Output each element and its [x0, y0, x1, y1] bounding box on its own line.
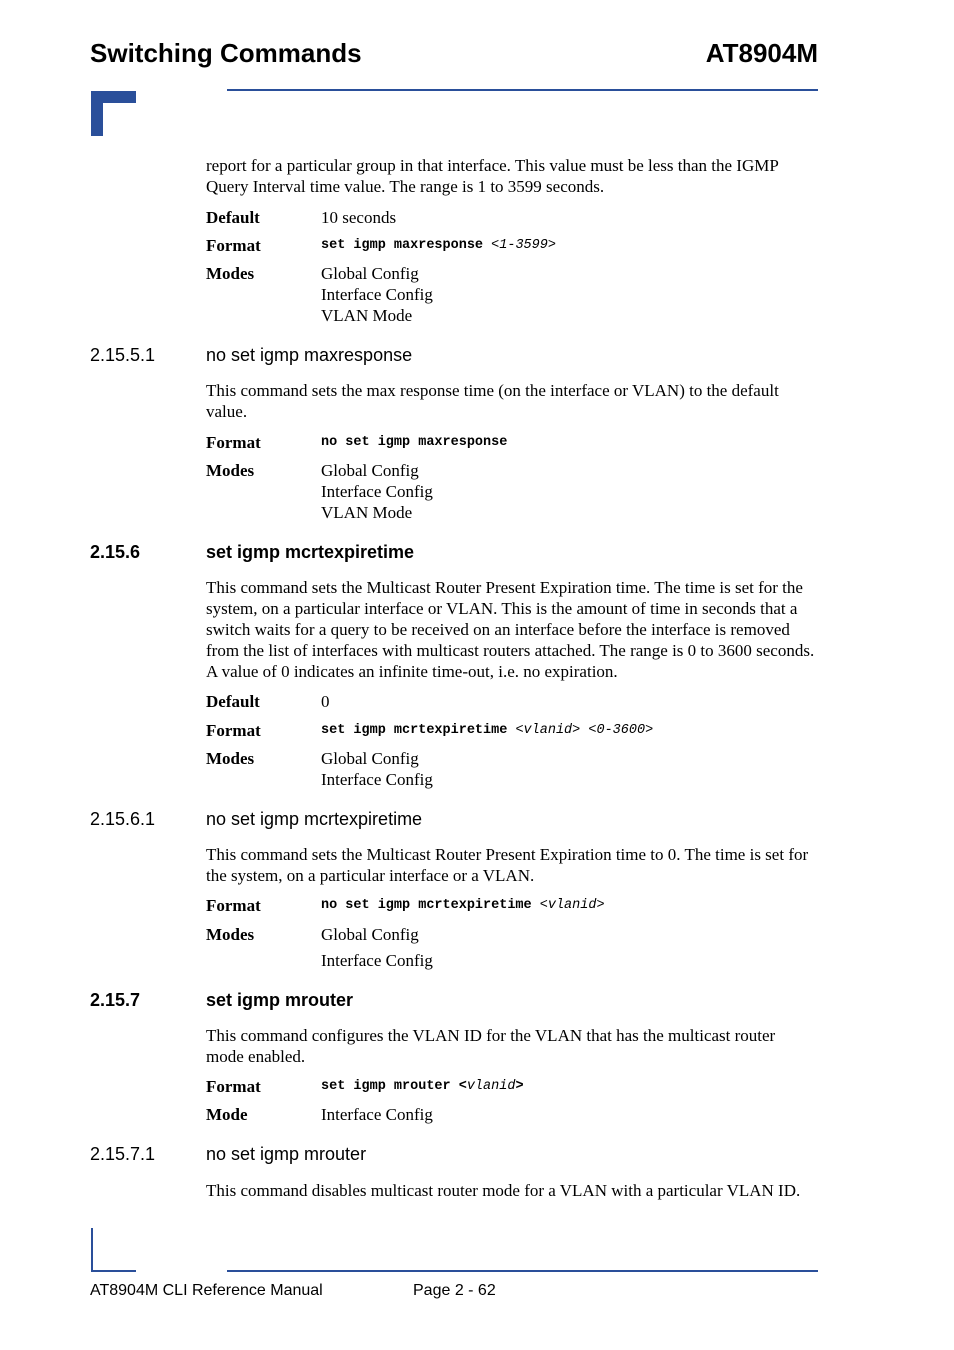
header-rule — [227, 89, 818, 91]
mode-item: Interface Config — [321, 482, 433, 501]
section-paragraph: This command sets the Multicast Router Present Expiration time to 0. The time is set for the system, on a particular interface or a VLAN. — [206, 845, 809, 885]
section-number: 2.15.7 — [90, 990, 141, 1010]
section-number: 2.15.7.1 — [90, 1144, 156, 1164]
mode-item: Global Config — [321, 749, 419, 768]
mode-item: Global Config — [321, 461, 419, 480]
modes-label: Modes — [206, 461, 255, 480]
corner-mark-bottom-horizontal — [91, 1270, 136, 1272]
format-label: Format — [206, 721, 261, 740]
section-title: set igmp mrouter — [206, 990, 354, 1010]
modes-label: Modes — [206, 264, 255, 283]
corner-mark-top-vertical — [91, 91, 103, 136]
mode-item: VLAN Mode — [321, 306, 413, 325]
header-left-title: Switching Commands — [90, 38, 362, 68]
mode-item: Interface Config — [321, 285, 433, 304]
modes-label: Modes — [206, 749, 255, 768]
format-label: Format — [206, 236, 261, 255]
section-title: no set igmp maxresponse — [206, 345, 413, 365]
section-paragraph: This command disables multicast router mode for a VLAN with a particular VLAN ID. — [206, 1181, 801, 1200]
intro-paragraph: report for a particular group in that interface. This value must be less than the IGMP Query Interval time value. The range is 1 to 3599 seconds. — [206, 156, 779, 196]
section-paragraph: This command sets the max response time (on the interface or VLAN) to the default value. — [206, 381, 779, 421]
section-paragraph: This command configures the VLAN ID for the VLAN that has the multicast router mode enabled. — [206, 1026, 776, 1066]
format-argument: <1-3599> — [491, 238, 556, 253]
section-number: 2.15.6.1 — [90, 809, 156, 829]
section-title: no set igmp mrouter — [206, 1144, 367, 1164]
section-number: 2.15.5.1 — [90, 345, 156, 365]
format-command: set igmp mrouter <vlanid> — [321, 1079, 524, 1094]
corner-mark-bottom-vertical — [91, 1228, 93, 1272]
section-title: no set igmp mcrtexpiretime — [206, 809, 423, 829]
mode-item: Interface Config — [321, 770, 433, 789]
default-value: 0 — [321, 692, 330, 711]
format-command: no set igmp maxresponse — [321, 435, 508, 450]
format-command: set igmp maxresponse <1-3599> — [321, 238, 556, 253]
modes-label: Modes — [206, 925, 255, 944]
section-paragraph: This command sets the Multicast Router Present Expiration time. The time is set for the system, on a particular interface or VLAN. This is the amount of time in seconds that a switch waits for a query to be received on an interface before the interface is removed from the list of interfaces with multicast routers attached. The range is 0 to 3600 seconds. A value of 0 indicates an infinite time-out, i.e. no expiration. — [206, 578, 815, 681]
format-label: Format — [206, 433, 261, 452]
section-title: set igmp mcrtexpiretime — [206, 542, 415, 562]
default-label: Default — [206, 208, 260, 227]
mode-item: Global Config — [321, 264, 419, 283]
format-command: no set igmp mcrtexpiretime <vlanid> — [321, 898, 605, 913]
mode-label: Mode — [206, 1105, 248, 1124]
format-label: Format — [206, 1077, 261, 1096]
mode-value: Interface Config — [321, 1105, 433, 1124]
format-command: set igmp mcrtexpiretime <vlanid> <0-3600> — [321, 723, 654, 738]
footer-page-number: Page 2 - 62 — [413, 1282, 496, 1299]
mode-item: VLAN Mode — [321, 503, 413, 522]
format-label: Format — [206, 896, 261, 915]
section-number: 2.15.6 — [90, 542, 141, 562]
default-value: 10 seconds — [321, 208, 397, 227]
header-right-title: AT8904M — [705, 38, 818, 68]
mode-item: Interface Config — [321, 951, 433, 970]
mode-item: Global Config — [321, 925, 419, 944]
footer-manual-title: AT8904M CLI Reference Manual — [90, 1282, 323, 1299]
default-label: Default — [206, 692, 260, 711]
footer-rule — [227, 1270, 818, 1272]
